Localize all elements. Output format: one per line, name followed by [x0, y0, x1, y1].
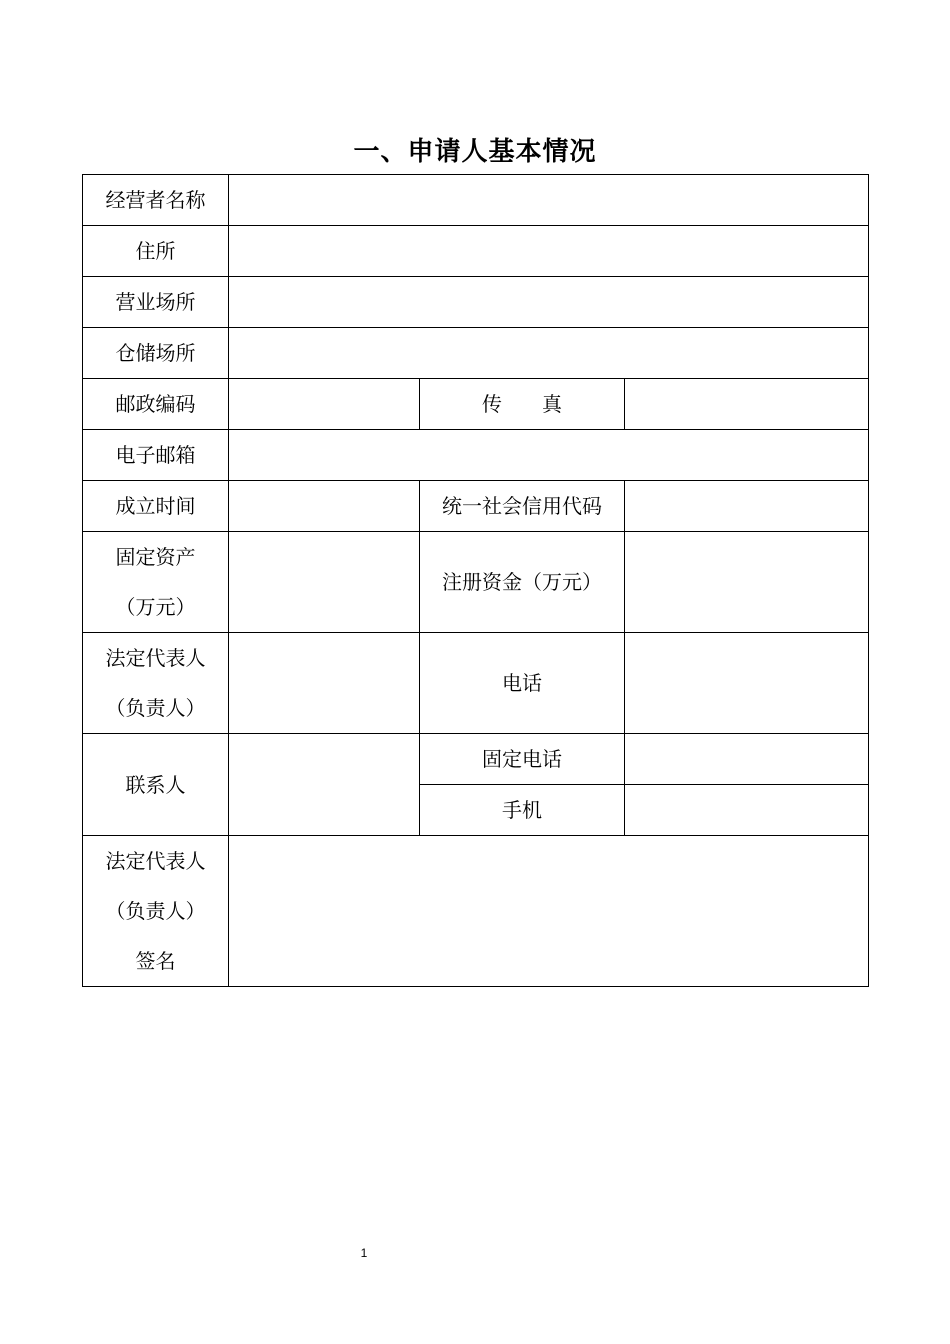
business-place-label: 营业场所 [83, 277, 229, 328]
email-label: 电子邮箱 [83, 430, 229, 481]
operator-name-field[interactable] [229, 175, 869, 226]
contact-label: 联系人 [83, 734, 229, 836]
row-contact-landline [83, 734, 869, 785]
phone-field[interactable] [625, 633, 869, 734]
landline-label: 固定电话 [420, 734, 625, 785]
page-title: 一、申请人基本情况 [353, 137, 597, 167]
row-business-place [83, 277, 869, 328]
signature-label [83, 836, 229, 987]
legal-rep-label-line1: 法定代表人 [105, 646, 206, 670]
signature-label-line1: 法定代表人 [105, 849, 206, 873]
postal-code-label: 邮政编码 [83, 379, 229, 430]
fixed-assets-label-line1: 固定资产 [115, 545, 196, 569]
signature-field[interactable] [229, 836, 869, 987]
registered-capital-label: 注册资金（万元） [420, 532, 625, 633]
fixed-assets-label-line2: （万元） [115, 595, 196, 619]
established-label: 成立时间 [83, 481, 229, 532]
credit-code-field[interactable] [625, 481, 869, 532]
legal-rep-label [83, 633, 229, 734]
fixed-assets-label [83, 532, 229, 633]
applicant-info-table [82, 174, 869, 987]
row-residence [83, 226, 869, 277]
fixed-assets-field[interactable] [229, 532, 420, 633]
residence-field[interactable] [229, 226, 869, 277]
legal-rep-field[interactable] [229, 633, 420, 734]
signature-label-line2: （负责人） [105, 899, 206, 923]
phone-label: 电话 [420, 633, 625, 734]
business-place-field[interactable] [229, 277, 869, 328]
residence-label: 住所 [83, 226, 229, 277]
mobile-field[interactable] [625, 785, 869, 836]
row-email [83, 430, 869, 481]
storage-place-label: 仓储场所 [83, 328, 229, 379]
row-operator-name [83, 175, 869, 226]
credit-code-label: 统一社会信用代码 [420, 481, 625, 532]
row-postal-fax [83, 379, 869, 430]
legal-rep-label-line2: （负责人） [105, 696, 206, 720]
page-number: 1 [360, 1246, 368, 1260]
signature-label-line3: 签名 [135, 949, 176, 973]
mobile-label: 手机 [420, 785, 625, 836]
row-signature [83, 836, 869, 987]
postal-code-field[interactable] [229, 379, 420, 430]
registered-capital-field[interactable] [625, 532, 869, 633]
row-storage-place [83, 328, 869, 379]
operator-name-label: 经营者名称 [83, 175, 229, 226]
contact-field[interactable] [229, 734, 420, 836]
row-assets-capital [83, 532, 869, 633]
row-legal-rep-phone [83, 633, 869, 734]
row-established-credit [83, 481, 869, 532]
fax-label: 传 真 [420, 379, 625, 430]
storage-place-field[interactable] [229, 328, 869, 379]
landline-field[interactable] [625, 734, 869, 785]
established-field[interactable] [229, 481, 420, 532]
email-field[interactable] [229, 430, 869, 481]
fax-field[interactable] [625, 379, 869, 430]
